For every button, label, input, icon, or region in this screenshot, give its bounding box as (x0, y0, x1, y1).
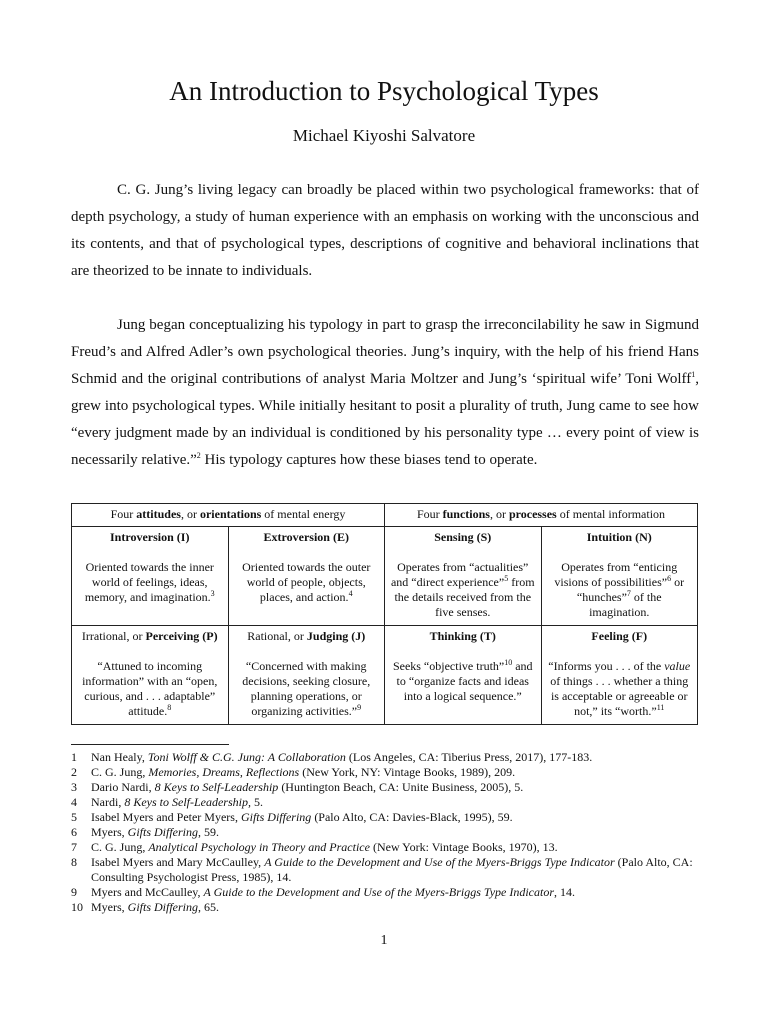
document-title: An Introduction to Psychological Types (169, 76, 599, 106)
thinking-title: Thinking (T) (429, 629, 496, 643)
intuition-title: Intuition (N) (586, 530, 652, 544)
footnote-ref-11[interactable]: 11 (656, 703, 665, 712)
footnote-item: 1 Nan Healy, Toni Wolff & C.G. Jung: A Collaboration (Los Angeles, CA: Tiberius Press, 2017), 177-183. (71, 750, 593, 764)
judging-title: Judging (J) (306, 629, 366, 643)
functions-header: Four functions, or processes of mental information (385, 504, 698, 527)
footnote-ref-10[interactable]: 10 (504, 658, 513, 667)
footnote-ref-5[interactable]: 5 (504, 574, 509, 583)
footnote-ref-8[interactable]: 8 (167, 703, 172, 712)
footnote-item: 9 Myers and McCaulley, A Guide to the Development and Use of the Myers-Briggs Type Indicator, 14. (71, 885, 576, 899)
footnote-item: 2 C. G. Jung, Memories, Dreams, Reflections (New York, NY: Vintage Books, 1989), 209. (71, 765, 516, 779)
page-number: 1 (380, 933, 388, 948)
feeling-cell: Feeling (F) “Informs you . . . of the value of things . . . whether a thing is acceptable or agreeable or not,” its “worth.”$^{11}$ (541, 626, 698, 725)
footnotes-list (71, 750, 701, 915)
feeling-title: Feeling (F) (591, 629, 648, 643)
footnote-ref-7[interactable]: 7 (626, 589, 631, 598)
sensing-cell: Sensing (S) Operates from “actualities” and “direct experience”$^5$ from the details received from the five senses. (385, 527, 542, 626)
footnote-ref-9[interactable]: 9 (357, 703, 362, 712)
footnote-item: 7 C. G. Jung, Analytical Psychology in Theory and Practice (New York: Vintage Books, 1970), 13. (71, 840, 558, 854)
footnote-item: 8 Isabel Myers and Mary McCaulley, A Guide to the Development and Use of the Myers-Briggs Type Indicator (Palo Alto, CA: Consulting Psychologist Press, 1985), 14. (71, 855, 693, 884)
thinking-cell: Thinking (T) Seeks “objective truth”$^{10}$ and to “organize facts and ideas into a logical sequence.” (385, 626, 542, 725)
paragraph-typology (71, 312, 699, 474)
footnote-ref-6[interactable]: 6 (667, 574, 672, 583)
paragraph-typology-text-c: His typology captures how these biases tend to operate. (200, 452, 538, 468)
perceiving-title: Perceiving (P) (145, 629, 218, 643)
types-table (71, 503, 698, 725)
footnote-ref-4[interactable]: 4 (348, 589, 353, 598)
intuition-cell: Intuition (N) Operates from “enticing visions of possibilities”$^6$ or “hunches”$^7$ of the imagination. (541, 527, 698, 626)
footnote-item: 5 Isabel Myers and Peter Myers, Gifts Differing (Palo Alto, CA: Davies-Black, 1995), 59. (71, 810, 513, 824)
table-row (72, 527, 698, 626)
footnote-ref-2[interactable]: 2 (196, 451, 201, 460)
perceiving-cell: Irrational, or Perceiving (P) “Attuned to incoming information” with an “open, curious, and . . . adaptable” attitude.$^8$ (72, 626, 229, 725)
table-row (72, 626, 698, 725)
footnote-item: 3 Dario Nardi, 8 Keys to Self-Leadership (Huntington Beach, CA: Unite Business, 2005), 5. (71, 780, 524, 794)
footnote-item: 4 Nardi, 8 Keys to Self-Leadership, 5. (71, 795, 263, 809)
extroversion-title: Extroversion (E) (263, 530, 349, 544)
footnote-ref-1[interactable]: 1 (691, 370, 696, 379)
judging-cell: Rational, or Judging (J) “Concerned with making decisions, seeking closure, planning operations, or organizing activities.”$^9$ (228, 626, 385, 725)
paragraph-typology-text-b: , grew into psychological types. While initially hesitant to posit a plurality of truth, Jung came to see how “every judgment made by an individual is conditioned by his personality type … every point of view is necessarily relative.” (71, 371, 699, 468)
footnote-item: 10 Myers, Gifts Differing, 65. (71, 900, 220, 914)
paragraph-intro (71, 177, 699, 285)
paragraph-intro-text: C. G. Jung’s living legacy can broadly be placed within two psychological frameworks: that of depth psychology, a study of human experience with an emphasis on working with the unconscious and its contents, and that of psychological types, descriptions of cognitive and behavioral inclinations that are theorized to be innate to individuals. (71, 182, 699, 279)
footnote-item: 6 Myers, Gifts Differing, 59. (71, 825, 220, 839)
introversion-text: Oriented towards the inner world of feelings, ideas, memory, and imagination. (84, 560, 214, 604)
paragraph-typology-text-a: Jung began conceptualizing his typology in part to grasp the irreconcilability he saw in Sigmund Freud’s and Alfred Adler’s own psychological theories. Jung’s inquiry, with the help of his friend Hans Schmid and the original contributions of analyst Maria Moltzer and Jung’s ‘spiritual wife’ Toni Wolff (71, 317, 699, 387)
author-name: Michael Kiyoshi Salvatore (292, 126, 476, 145)
introversion-cell (72, 527, 229, 626)
extroversion-cell (228, 527, 385, 626)
judging-text: “Concerned with making decisions, seeking closure, planning operations, or organizing activities.” (242, 659, 371, 718)
table-header-row (72, 504, 698, 527)
perceiving-text: “Attuned to incoming information” with an “open, curious, and . . . adaptable” attitude. (82, 659, 218, 718)
footnote-ref-3[interactable]: 3 (210, 589, 215, 598)
attitudes-header: Four attitudes, or orientations of mental energy (72, 504, 385, 527)
sensing-title: Sensing (S) (434, 530, 492, 544)
extroversion-text: Oriented towards the outer world of people, objects, places, and action. (242, 560, 371, 604)
introversion-title: Introversion (I) (110, 530, 190, 544)
footnote-divider (71, 744, 229, 745)
